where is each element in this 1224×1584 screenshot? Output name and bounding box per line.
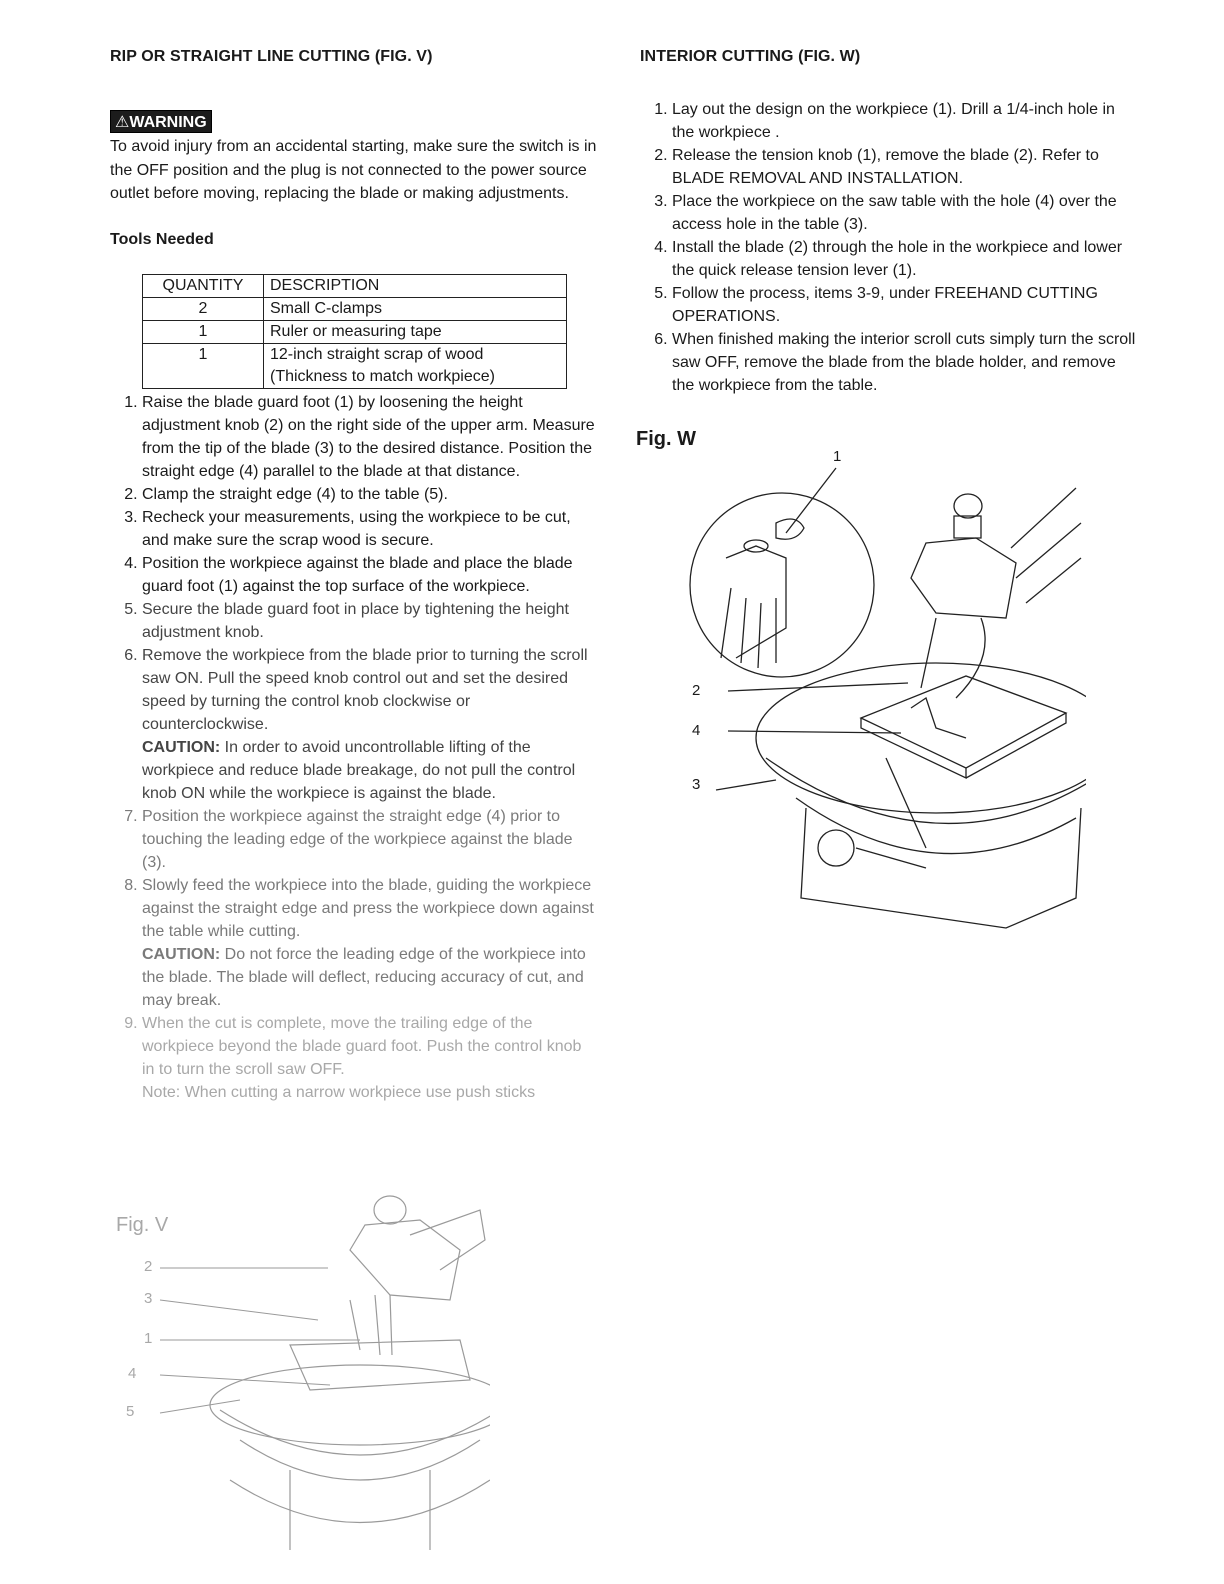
list-item: 3. Place the workpiece on the saw table with the hole (4) over the access hole in the table (3).	[672, 190, 1140, 236]
fig-v-callout: 2	[144, 1258, 153, 1275]
tools-table	[142, 274, 567, 389]
table-row	[143, 320, 567, 343]
table-row	[143, 343, 567, 388]
warning-label: WARNING	[129, 114, 207, 131]
list-item	[142, 1012, 598, 1104]
table-header-description: DESCRIPTION	[264, 274, 567, 297]
fig-v-callout: 1	[144, 1330, 153, 1347]
list-item: 5. Secure the blade guard foot in place by tightening the height adjustment knob.	[142, 598, 598, 644]
fig-v-callout: 5	[126, 1403, 135, 1420]
step-8-text: Slowly feed the workpiece into the blade, guiding the workpiece against the straight edge and press the workpiece down against the table while cutting.	[142, 876, 594, 940]
scroll-saw-illustration-w	[636, 428, 1086, 948]
list-item: 1. Raise the blade guard foot (1) by loosening the height adjustment knob (2) on the right side of the upper arm. Measure from the tip of the blade (3) to the desired distance. Position the straight edge (4) parallel to the blade at that distance.	[142, 391, 598, 483]
fig-v-callout: 3	[144, 1290, 153, 1307]
right-column	[640, 48, 1140, 397]
list-item: 1. Lay out the design on the workpiece (1). Drill a 1/4-inch hole in the workpiece .	[672, 98, 1140, 144]
list-item: 6. When finished making the interior scroll cuts simply turn the scroll saw OFF, remove the blade from the blade holder, and remove the workpiece from the table.	[672, 328, 1140, 397]
rip-cutting-steps	[110, 391, 598, 1104]
figure-v	[110, 1180, 490, 1565]
scroll-saw-illustration-v	[110, 1180, 490, 1565]
table-cell-qty: 1	[143, 320, 264, 343]
fig-w-label: Fig. W	[636, 428, 696, 450]
table-header-quantity: QUANTITY	[143, 274, 264, 297]
table-header-row	[143, 274, 567, 297]
fig-v-label: Fig. V	[116, 1214, 169, 1236]
table-row	[143, 297, 567, 320]
note-text: Note: When cutting a narrow workpiece use push sticks	[142, 1083, 536, 1101]
tools-needed-heading: Tools Needed	[110, 230, 214, 248]
table-cell-qty: 1	[143, 343, 264, 388]
list-item: 4. Install the blade (2) through the hole in the workpiece and lower the quick release tension lever (1).	[672, 236, 1140, 282]
step-6-text: Remove the workpiece from the blade prior to turning the scroll saw ON. Pull the speed knob control out and set the desired speed by turning the control knob clockwise or counterclockwise.	[142, 646, 588, 733]
figure-w	[636, 428, 1086, 948]
rip-cutting-heading: RIP OR STRAIGHT LINE CUTTING (FIG. V)	[110, 48, 433, 65]
fig-w-callout: 2	[692, 682, 701, 699]
caution-text: In order to avoid uncontrollable lifting of the workpiece and reduce blade breakage, do not pull the control knob ON while the workpiece is against the blade.	[142, 738, 576, 802]
list-item: 2. Release the tension knob (1), remove the blade (2). Refer to BLADE REMOVAL AND INSTALLATION.	[672, 144, 1140, 190]
warning-badge	[110, 110, 212, 133]
caution-text: Do not force the leading edge of the workpiece into the blade. The blade will deflect, reducing accuracy of cut, and may break.	[142, 945, 586, 1009]
table-cell-desc: Small C-clamps	[264, 297, 567, 320]
left-column	[110, 48, 598, 1104]
table-cell-desc: Ruler or measuring tape	[264, 320, 567, 343]
fig-w-callout: 4	[692, 722, 701, 739]
interior-cutting-steps	[640, 98, 1140, 397]
fig-w-callout: 3	[692, 776, 701, 793]
fig-w-callout: 1	[833, 448, 842, 465]
list-item: 2. Clamp the straight edge (4) to the table (5).	[142, 483, 598, 506]
list-item: 7. Position the workpiece against the straight edge (4) prior to touching the leading edge of the workpiece against the blade (3).	[142, 805, 598, 874]
table-cell-desc: 12-inch straight scrap of wood (Thickness to match workpiece)	[264, 343, 567, 388]
list-item: 4. Position the workpiece against the blade and place the blade guard foot (1) against the top surface of the workpiece.	[142, 552, 598, 598]
list-item	[142, 644, 598, 805]
table-cell-qty: 2	[143, 297, 264, 320]
list-item: 3. Recheck your measurements, using the workpiece to be cut, and make sure the scrap wood is secure.	[142, 506, 598, 552]
caution-label: CAUTION:	[142, 945, 221, 963]
interior-cutting-heading: INTERIOR CUTTING (FIG. W)	[640, 48, 861, 65]
list-item	[142, 874, 598, 1012]
step-9-text: When the cut is complete, move the trailing edge of the workpiece beyond the blade guard foot. Push the control knob in to turn the scroll saw OFF.	[142, 1014, 582, 1078]
warning-icon: ⚠	[115, 114, 130, 131]
list-item: 5. Follow the process, items 3-9, under FREEHAND CUTTING OPERATIONS.	[672, 282, 1140, 328]
fig-v-callout: 4	[128, 1365, 137, 1382]
caution-label: CAUTION:	[142, 738, 221, 756]
warning-text: To avoid injury from an accidental starting, make sure the switch is in the OFF position and the plug is not connected to the power source outlet before moving, replacing the blade or making adjustments.	[110, 138, 597, 202]
